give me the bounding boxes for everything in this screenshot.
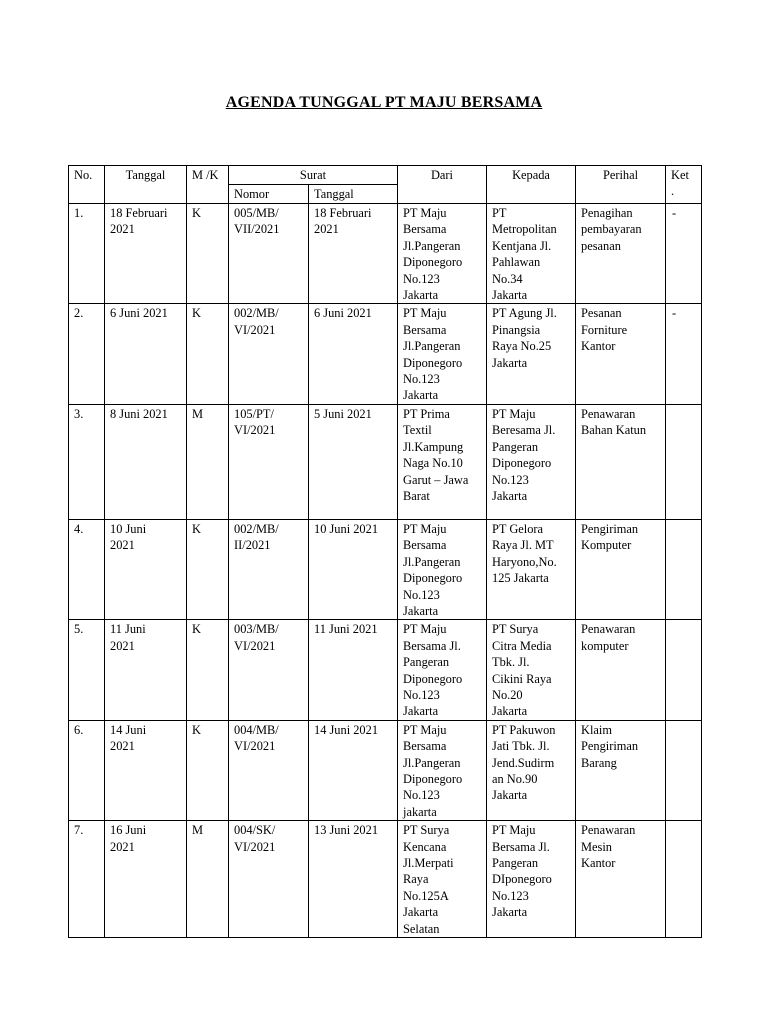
- cell-dari: PT Maju Bersama Jl.Pangeran Diponegoro No.123 Jakarta: [398, 304, 487, 404]
- cell-no: 3.: [69, 404, 105, 519]
- header-mk: M /K: [187, 166, 229, 204]
- cell-dari: PT Maju Bersama Jl.Pangeran Diponegoro No.123 jakarta: [398, 720, 487, 820]
- cell-dari: PT Maju Bersama Jl.Pangeran Diponegoro No.123 Jakarta: [398, 519, 487, 619]
- cell-surat-tanggal: 18 Februari 2021: [309, 204, 398, 304]
- cell-perihal: Penawaran komputer: [576, 620, 666, 720]
- table-header: [69, 166, 702, 204]
- cell-ket: [666, 720, 702, 820]
- cell-mk: K: [187, 720, 229, 820]
- cell-tanggal: 10 Juni 2021: [105, 519, 187, 619]
- table-row: [69, 204, 702, 304]
- document-title: AGENDA TUNGGAL PT MAJU BERSAMA: [225, 94, 543, 111]
- cell-ket: -: [666, 304, 702, 404]
- cell-tanggal: 6 Juni 2021: [105, 304, 187, 404]
- cell-no: 4.: [69, 519, 105, 619]
- cell-mk: M: [187, 821, 229, 938]
- cell-nomor: 004/MB/ VI/2021: [229, 720, 309, 820]
- cell-ket: [666, 404, 702, 519]
- cell-tanggal: 18 Februari 2021: [105, 204, 187, 304]
- table-row: [69, 404, 702, 519]
- cell-ket: -: [666, 204, 702, 304]
- cell-mk: K: [187, 519, 229, 619]
- agenda-table: [68, 165, 702, 938]
- header-nomor: Nomor: [229, 185, 309, 204]
- header-perihal: Perihal: [576, 166, 666, 204]
- cell-surat-tanggal: 13 Juni 2021: [309, 821, 398, 938]
- cell-no: 6.: [69, 720, 105, 820]
- cell-nomor: 003/MB/ VI/2021: [229, 620, 309, 720]
- cell-no: 2.: [69, 304, 105, 404]
- cell-mk: K: [187, 204, 229, 304]
- cell-kepada: PT Maju Beresama Jl. Pangeran Diponegoro No.123 Jakarta: [487, 404, 576, 519]
- cell-dari: PT Surya Kencana Jl.Merpati Raya No.125A Jakarta Selatan: [398, 821, 487, 938]
- cell-no: 5.: [69, 620, 105, 720]
- header-surat: Surat: [229, 166, 398, 185]
- cell-perihal: Penagihan pembayaran pesanan: [576, 204, 666, 304]
- cell-mk: K: [187, 620, 229, 720]
- cell-no: 1.: [69, 204, 105, 304]
- cell-perihal: Penawaran Bahan Katun: [576, 404, 666, 519]
- cell-dari: PT Prima Textil Jl.Kampung Naga No.10 Garut – Jawa Barat: [398, 404, 487, 519]
- header-kepada: Kepada: [487, 166, 576, 204]
- cell-surat-tanggal: 14 Juni 2021: [309, 720, 398, 820]
- header-ket: Ket .: [666, 166, 702, 204]
- cell-nomor: 002/MB/ VI/2021: [229, 304, 309, 404]
- cell-nomor: 004/SK/ VI/2021: [229, 821, 309, 938]
- cell-nomor: 002/MB/ II/2021: [229, 519, 309, 619]
- cell-kepada: PT Agung Jl. Pinangsia Raya No.25 Jakarta: [487, 304, 576, 404]
- header-no: No.: [69, 166, 105, 204]
- cell-kepada: PT Pakuwon Jati Tbk. Jl. Jend.Sudirm an No.90 Jakarta: [487, 720, 576, 820]
- cell-nomor: 105/PT/ VI/2021: [229, 404, 309, 519]
- header-tanggal: Tanggal: [105, 166, 187, 204]
- cell-perihal: Pengiriman Komputer: [576, 519, 666, 619]
- table-row: [69, 304, 702, 404]
- table-row: [69, 519, 702, 619]
- cell-kepada: PT Surya Citra Media Tbk. Jl. Cikini Raya No.20 Jakarta: [487, 620, 576, 720]
- cell-surat-tanggal: 10 Juni 2021: [309, 519, 398, 619]
- cell-kepada: PT Gelora Raya Jl. MT Haryono,No. 125 Jakarta: [487, 519, 576, 619]
- cell-kepada: PT Maju Bersama Jl. Pangeran DIponegoro No.123 Jakarta: [487, 821, 576, 938]
- table-body: [69, 204, 702, 938]
- cell-perihal: Pesanan Forniture Kantor: [576, 304, 666, 404]
- header-dari: Dari: [398, 166, 487, 204]
- header-surat-tanggal: Tanggal: [309, 185, 398, 204]
- cell-tanggal: 11 Juni 2021: [105, 620, 187, 720]
- cell-tanggal: 8 Juni 2021: [105, 404, 187, 519]
- cell-kepada: PT Metropolitan Kentjana Jl. Pahlawan No.34 Jakarta: [487, 204, 576, 304]
- cell-surat-tanggal: 5 Juni 2021: [309, 404, 398, 519]
- cell-dari: PT Maju Bersama Jl. Pangeran Diponegoro No.123 Jakarta: [398, 620, 487, 720]
- cell-surat-tanggal: 11 Juni 2021: [309, 620, 398, 720]
- cell-mk: M: [187, 404, 229, 519]
- table-row: [69, 821, 702, 938]
- table-row: [69, 720, 702, 820]
- cell-perihal: Penawaran Mesin Kantor: [576, 821, 666, 938]
- table-row: [69, 620, 702, 720]
- cell-no: 7.: [69, 821, 105, 938]
- cell-surat-tanggal: 6 Juni 2021: [309, 304, 398, 404]
- cell-tanggal: 16 Juni 2021: [105, 821, 187, 938]
- cell-ket: [666, 821, 702, 938]
- cell-perihal: Klaim Pengiriman Barang: [576, 720, 666, 820]
- cell-dari: PT Maju Bersama Jl.Pangeran Diponegoro No.123 Jakarta: [398, 204, 487, 304]
- cell-ket: [666, 620, 702, 720]
- cell-mk: K: [187, 304, 229, 404]
- cell-tanggal: 14 Juni 2021: [105, 720, 187, 820]
- cell-ket: [666, 519, 702, 619]
- cell-nomor: 005/MB/ VII/2021: [229, 204, 309, 304]
